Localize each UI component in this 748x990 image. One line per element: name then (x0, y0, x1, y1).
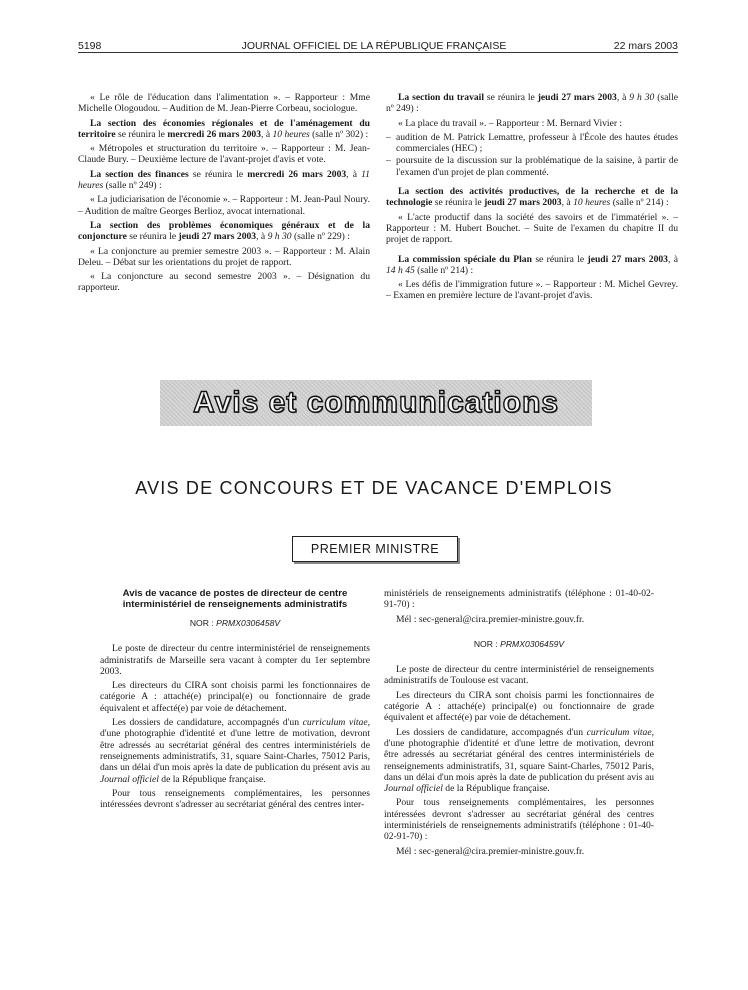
session-paragraph: La section des activités productives, de la recherche et de la technologie se réunira le jeudi 27 mars 2003, à 10 heures (salle nº 214) : (386, 186, 678, 209)
paragraph: « La judiciarisation de l'économie ». – Rapporteur : M. Jean-Paul Noury. – Audition de maître Georges Berlioz, avocat international. (78, 194, 370, 217)
bottom-right-column (384, 588, 654, 860)
session-paragraph: La section des finances se réunira le mercredi 26 mars 2003, à 11 heures (salle nº 249) : (78, 168, 370, 192)
session-paragraph: La section du travail se réunira le jeudi 27 mars 2003, à 9 h 30 (salle nº 249) : (386, 92, 678, 115)
paragraph: « La conjoncture au second semestre 2003 ». – Désignation du rapporteur. (78, 271, 370, 294)
session-paragraph: La commission spéciale du Plan se réunira le jeudi 27 mars 2003, à 14 h 45 (salle nº 214) : (386, 253, 679, 276)
paragraph: Pour tous renseignements complémentaires, les personnes intéressées devront s'adresser au secrétariat général des centres inter- (100, 787, 370, 811)
list-item: – poursuite de la discussion sur la problématique de la saisine, à partir de l'examen d'un projet de plan commenté. (386, 155, 678, 178)
paragraph: « La place du travail ». – Rapporteur : M. Bernard Vivier : (398, 117, 623, 129)
paragraph: « L'acte productif dans la société des savoirs et de l'immatériel ». – Rapporteur : M. Hubert Bouchet. – Suite de l'examen du chapitre II du projet de rapport. (386, 211, 678, 246)
header-date: 22 mars 2003 (613, 40, 678, 52)
paragraph: Le poste de directeur du centre interministériel de renseignements administratifs de Toulouse est vacant. (384, 664, 654, 687)
journal-title: JOURNAL OFFICIEL DE LA RÉPUBLIQUE FRANÇAISE (241, 40, 507, 52)
paragraph: « Métropoles et structuration du territoire ». – Rapporteur : M. Jean-Claude Bury. – Deuxième lecture de l'avant-projet d'avis et vote. (78, 143, 370, 166)
paragraph: Les dossiers de candidature, accompagnés d'un curriculum vitae, d'une photographie d'identité et d'une lettre de motivation, devront être adressés au secrétariat général des centres interministériels de renseignements administratifs, 31, square Saint-Charles, 75012 Paris, dans un délai d'un mois après la date de publication du présent avis au Journal officiel de la République française. (100, 717, 370, 785)
list-item: – audition de M. Patrick Lemattre, professeur à l'École des hautes études commerciales (HEC) ; (386, 132, 678, 155)
nor-reference: NOR : PRMX0306459V (473, 638, 565, 649)
banner-text: Avis et communications (193, 386, 559, 419)
paragraph: « La conjoncture au premier semestre 2003 ». – Rapporteur : M. Alain Deleu. – Débat sur les orientations du projet de rapport. (78, 245, 370, 268)
paragraph: Les directeurs du CIRA sont choisis parmi les fonctionnaires de catégorie A : attaché(e) principal(e) ou fonctionnaire de grade équivalent et affecté(e) par voie de détachement. (100, 680, 370, 714)
email-line: Mél : sec-general@cira.premier-ministre.gouv.fr. (396, 845, 585, 857)
header-rule (78, 52, 678, 53)
paragraph: « Le rôle de l'éducation dans l'alimentation ». – Rapporteur : Mme Michelle Ologoudou. – Audition de M. Jean-Pierre Corbeau, sociologue. (78, 92, 370, 115)
avis-communications-banner (160, 380, 592, 426)
section-title: AVIS DE CONCOURS ET DE VACANCE D'EMPLOIS (135, 478, 613, 498)
paragraph: Les directeurs du CIRA sont choisis parmi les fonctionnaires de catégorie A : attaché(e) principal(e) ou fonctionnaire de grade équivalent et affecté(e) par voie de détachement. (384, 689, 654, 724)
paragraph: Le poste de directeur du centre interministériel de renseignements administratifs de Marseille sera vacant à compter du 1er septembre 2003. (100, 643, 370, 677)
paragraph: Pour tous renseignements complémentaires, les personnes intéressées devront s'adresser au secrétariat général des centres interministériels de renseignements administratifs (téléphone : 01-40-02-91-70) : (384, 797, 654, 843)
top-left-column (78, 92, 370, 297)
nor-reference: NOR : PRMX0306458V (189, 618, 281, 628)
session-paragraph: La section des problèmes économiques généraux et de la conjoncture se réunira le jeudi 27 mars 2003, à 9 h 30 (salle nº 229) : (78, 219, 370, 243)
ministry-label: PREMIER MINISTRE (310, 542, 440, 556)
email-line: Mél : sec-general@cira.premier-ministre.gouv.fr. (396, 613, 585, 625)
paragraph: « Les défis de l'immigration future ». – Rapporteur : M. Michel Gevrey. – Examen en première lecture de l'avant-projet d'avis. (386, 279, 678, 302)
page-number: 5198 (78, 40, 102, 52)
paragraph: ministériels de renseignements administratifs (téléphone : 01-40-02-91-70) : (384, 588, 654, 611)
ministry-box (292, 536, 458, 562)
session-paragraph: La section des économies régionales et de l'aménagement du territoire se réunira le mercredi 26 mars 2003, à 10 heures (salle nº 302) : (78, 117, 370, 140)
top-right-column (386, 92, 678, 305)
avis-title: Avis de vacance de postes de directeur de centre interministériel de renseignements administratifs (122, 588, 348, 610)
bullet-list (386, 132, 678, 178)
paragraph: Les dossiers de candidature, accompagnés d'un curriculum vitae, d'une photographie d'identité et d'une lettre de motivation, devront être adressés au secrétariat général des centres interministériels de renseignements administratifs, 31, square Saint-Charles, 75012 Paris, dans un délai d'un mois après la date de publication du présent avis au Journal officiel de la République française. (384, 726, 654, 795)
bottom-left-column (100, 588, 370, 813)
